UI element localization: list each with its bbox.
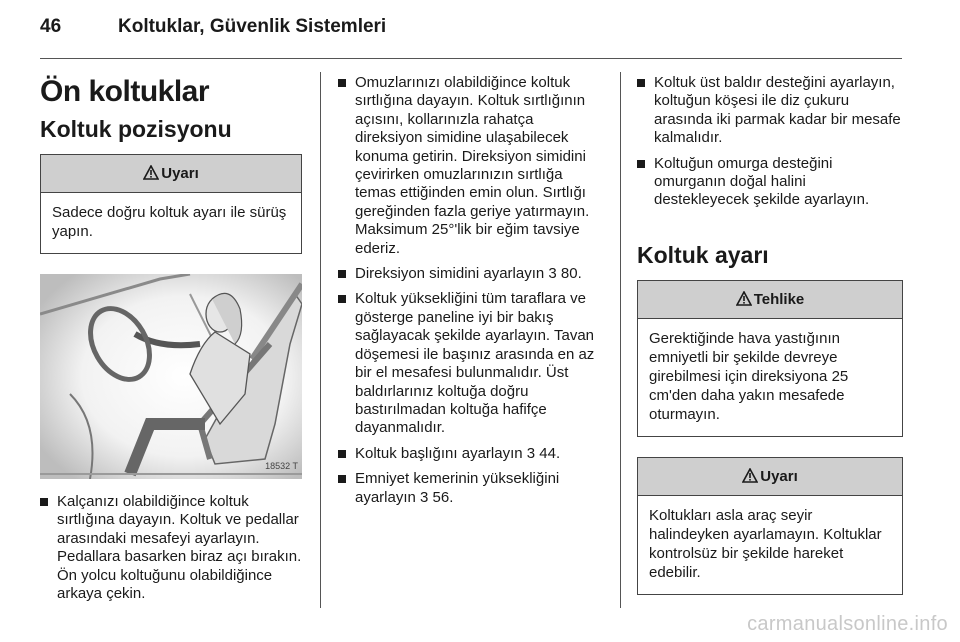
- page-number: 46: [40, 16, 62, 37]
- column-3: [637, 74, 903, 615]
- subsection-title: Koltuk pozisyonu: [40, 116, 232, 142]
- danger-label: Tehlike: [753, 290, 805, 308]
- list-item: Koltuk başlığını ayarlayın 3 44.: [338, 445, 604, 463]
- figure-code: 18532 T: [265, 461, 298, 471]
- column-divider-1: [320, 72, 321, 608]
- bullet-list-1: [40, 493, 302, 603]
- bullet-list-2: [338, 74, 604, 507]
- warning-box: [637, 457, 903, 595]
- list-item: Koltuğun omurga desteğini omurganın doğal halini destekleyecek şekilde ayarlayın.: [637, 155, 903, 210]
- warning-triangle-icon: [742, 468, 758, 483]
- column-1: [40, 74, 302, 610]
- warning-label: Uyarı: [760, 467, 798, 485]
- danger-text: Gerektiğinde hava yastığının emniyetli bir şekilde devreye girebilmesi için direksiyona 25 cm'den daha yakın mesafede oturmayın.: [649, 329, 849, 423]
- warning-box: [40, 154, 302, 254]
- warning-triangle-icon: [736, 291, 752, 306]
- danger-box: [637, 280, 903, 437]
- warning-text: Sadece doğru koltuk ayarı ile sürüş yapın.: [52, 204, 287, 240]
- list-item: Direksiyon simidini ayarlayın 3 80.: [338, 265, 604, 283]
- section-title: Koltuklar, Güvenlik Sistemleri: [118, 16, 387, 37]
- warning-text: Koltukları asla araç seyir halindeyken ayarlamayın. Koltuklar kontrolsüz bir şekilde hareket edebilir.: [649, 506, 882, 581]
- seat-position-illustration: [40, 274, 302, 479]
- header-rule: [40, 58, 902, 59]
- driver-seat-illustration: [40, 274, 302, 479]
- list-item: Omuzlarınızı olabildiğince koltuk sırtlığına dayayın. Koltuk sırtlığının açısını, kollarınızla rahatça direksiyon simidine ulaşabilecek konuma getirin. Direksiyon simidini çevirirken omuzlarınızın sırtlığa temas ettiğinden emin olun. Sırtlığı gereğinden fazla geriye yatırmayın. Maksimum 25°'lik bir eğim tavsiye ederiz.: [338, 74, 604, 258]
- warning-triangle-icon: [143, 165, 159, 180]
- list-item: Kalçanızı olabildiğince koltuk sırtlığına dayayın. Koltuk ve pedallar arasındaki mesafeyi ayarlayın. Pedallara basarken biraz açı bırakın. Ön yolcu koltuğunu olabildiğince arkaya çekin.: [40, 493, 302, 603]
- warning-label: Uyarı: [161, 165, 199, 182]
- column-divider-2: [620, 72, 621, 608]
- list-item: Koltuk üst baldır desteğini ayarlayın, koltuğun köşesi ile diz çukuru arasında iki parmak kadar bir mesafe kalmalıdır.: [637, 74, 903, 148]
- list-item: Koltuk yüksekliğini tüm taraflara ve gösterge paneline iyi bir bakış sağlayacak şekilde ayarlayın. Tavan döşemesi ile başınız arasında en az bir el mesafesi bulunmalıdır. Üst baldırlarınız koltuğa doğru bastırılmadan koltuğa hafifçe dayanmalıdır.: [338, 290, 604, 437]
- danger-header: [638, 281, 902, 319]
- bullet-list-3: [637, 74, 903, 210]
- list-item: Emniyet kemerinin yüksekliğini ayarlayın 3 56.: [338, 470, 604, 507]
- subsection-title: Koltuk ayarı: [637, 241, 769, 268]
- warning-header: [41, 155, 301, 193]
- watermark: carmanualsonline.info: [747, 613, 948, 635]
- warning-header: [638, 458, 902, 496]
- page-title: Ön koltuklar: [40, 75, 210, 108]
- column-2: [338, 74, 604, 514]
